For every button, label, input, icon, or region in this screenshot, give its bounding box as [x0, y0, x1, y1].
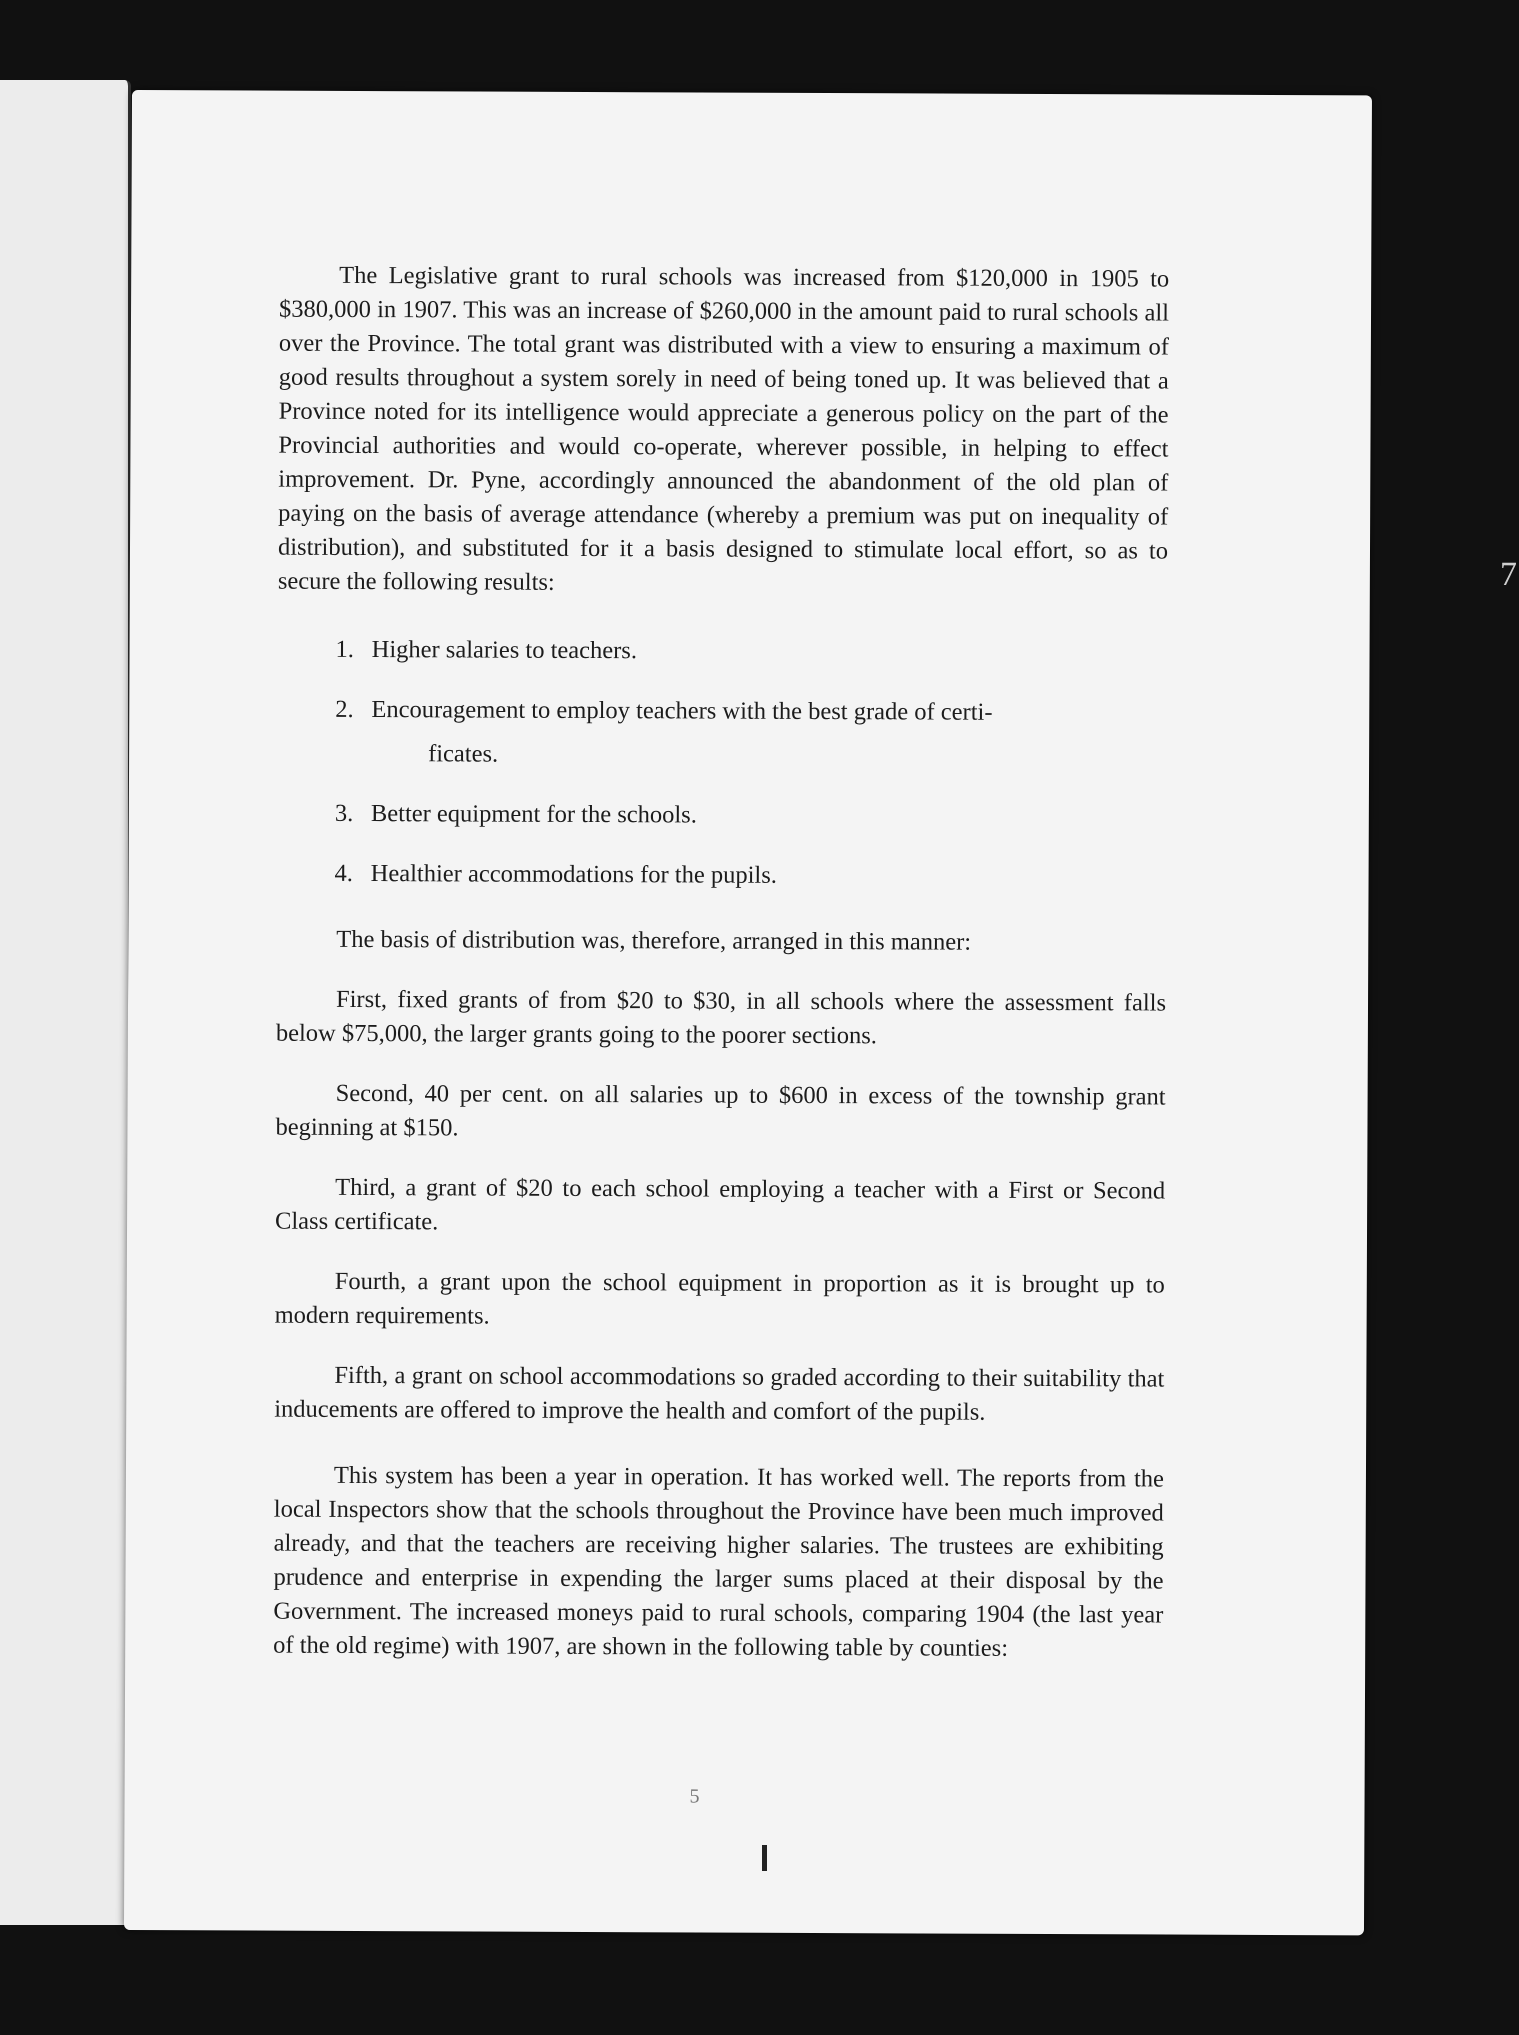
left-page-edge — [0, 80, 131, 1925]
second-grant-paragraph: Second, 40 per cent. on all salaries up to $600 in excess of the township grant beginning at $150. — [275, 1079, 1166, 1142]
list-text: Healthier accommodations for the pupils. — [370, 860, 777, 889]
list-text: Encouragement to employ teachers with the best grade of certi- — [371, 696, 993, 726]
list-item — [335, 693, 1167, 775]
basis-intro-paragraph: The basis of distribution was, therefore, arranged in this manner: — [336, 925, 972, 956]
scan-mark — [762, 1845, 767, 1871]
list-text-continuation: ficates. — [428, 740, 499, 768]
first-grant-paragraph: First, fixed grants of from $20 to $30, in all schools where the assessment falls below $75,000, the larger grants going to the poorer sections. — [275, 985, 1167, 1050]
list-number: 4. — [334, 859, 354, 887]
list-number: 1. — [335, 635, 354, 663]
list-text: Higher salaries to teachers. — [371, 636, 638, 665]
third-grant-paragraph: Third, a grant of $20 to each school employing a teacher with a First or Second Class certificate. — [275, 1173, 1166, 1236]
closing-paragraph: This system has been a year in operation. It has worked well. The reports from the local Inspectors show that the schools throughout the Province have been much improved already, and that the teachers are receiving higher salaries. The trustees are exhibiting prudence and enterprise in expending the larger sums placed at their disposal by the Government. The increased moneys paid to rural schools, comparing 1904 (the last year of the old regime) with 1907, are shown in the following table by counties: — [273, 1461, 1165, 1662]
page-text — [273, 259, 1169, 1667]
fifth-grant-paragraph: Fifth, a grant on school accommodations so graded according to their suitability that inducements are offered to improve the health and comfort of the pupils. — [274, 1361, 1165, 1426]
list-number: 2. — [335, 695, 354, 723]
page-number: 5 — [689, 1785, 700, 1808]
list-item — [335, 797, 1167, 835]
margin-mark: 7 — [1499, 555, 1517, 594]
list-text: Better equipment for the schools. — [370, 800, 697, 829]
document-page — [124, 90, 1517, 1935]
list-item — [335, 857, 1167, 895]
results-list — [277, 633, 1168, 895]
intro-paragraph: The Legislative grant to rural schools was increased from $120,000 in 1905 to $380,000 in 1907. This was an increase of $260,000 in the amount paid to rural schools all over the Province. The total grant was distributed with a view to ensuring a maximum of good results throughout a system sorely in need of being toned up. It was believed that a Province noted for its intelligence would appreciate a generous policy on the part of the Provincial authorities and would co-operate, wherever possible, in helping to effect improvement. Dr. Pyne, accordingly announced the abandonment of the old plan of paying on the basis of average attendance (whereby a premium was put on inequality of distribution), and substituted for it a basis designed to stimulate local effort, so as to secure the following results: — [277, 261, 1170, 596]
fourth-grant-paragraph: Fourth, a grant upon the school equipment in proportion as it is brought up to modern requirements. — [274, 1267, 1165, 1330]
list-item — [335, 633, 1167, 671]
list-number: 3. — [334, 799, 354, 827]
